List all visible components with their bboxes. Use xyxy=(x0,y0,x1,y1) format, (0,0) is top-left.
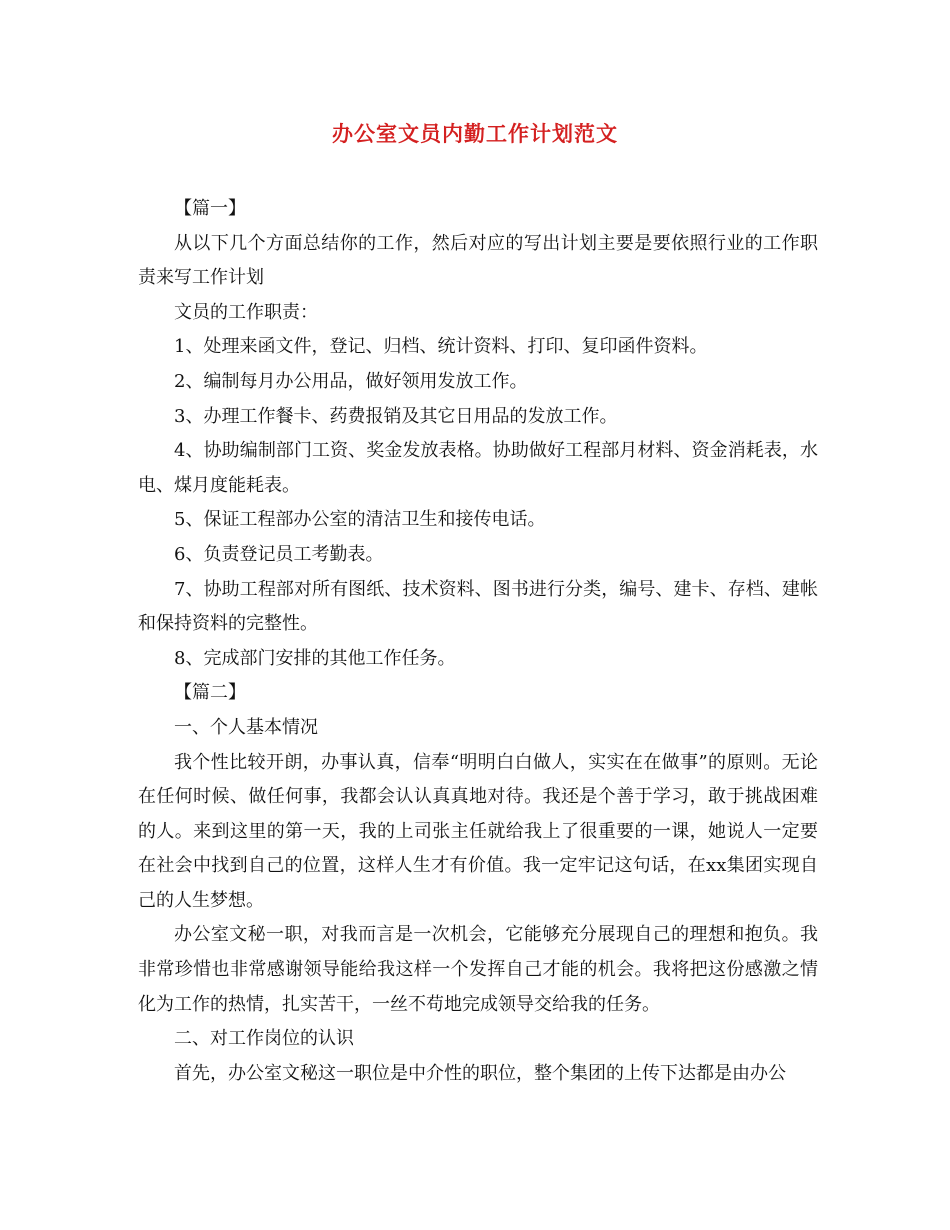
document-title: 办公室文员内勤工作计划范文 xyxy=(332,121,618,146)
paragraph: 文员的工作职责： xyxy=(174,301,318,323)
paragraph: 首先，办公室文秘这一职位是中介性的职位，整个集团的上传下达都是由办公 xyxy=(174,1062,786,1084)
list-item: 1、处理来函文件，登记、归档、统计资料、打印、复印函件资料。 xyxy=(174,336,708,358)
subheading: 二、对工作岗位的认识 xyxy=(174,1028,354,1050)
section-heading-1: 【篇一】 xyxy=(174,198,246,219)
section-heading-2: 【篇二】 xyxy=(174,682,246,704)
list-item: 6、负责登记员工考勤表。 xyxy=(174,543,384,565)
list-item: 2、编制每月办公用品，做好领用发放工作。 xyxy=(174,370,528,392)
list-item: 3、办理工作餐卡、药费报销及其它日用品的发放工作。 xyxy=(174,405,618,427)
list-item: 8、完成部门安排的其他工作任务。 xyxy=(174,647,456,669)
list-item: 4、协助编制部门工资、奖金发放表格。协助做好工程部月材料、资金消耗表，水电、煤月度能耗表。 xyxy=(138,440,818,496)
paragraph: 从以下几个方面总结你的工作，然后对应的写出计划主要是要依照行业的工作职责来写工作计划 xyxy=(138,232,818,289)
document-body xyxy=(138,192,818,1091)
subheading: 一、个人基本情况 xyxy=(174,716,318,738)
paragraph: 办公室文秘一职，对我而言是一次机会，它能够充分展现自己的理想和抱负。我非常珍惜也非常感谢领导能给我这样一个发挥自己才能的机会。我将把这份感激之情化为工作的热情，扎实苦干，一丝不苟地完成领导交给我的任务。 xyxy=(138,924,818,1015)
list-item: 5、保证工程部办公室的清洁卫生和接传电话。 xyxy=(174,509,546,531)
list-item: 7、协助工程部对所有图纸、技术资料、图书进行分类，编号、建卡、存档、建帐和保持资料的完整性。 xyxy=(138,578,818,635)
paragraph: 我个性比较开朗，办事认真，信奉“明明白白做人，实实在在做事”的原则。无论在任何时候、做任何事，我都会认认真真地对待。我还是个善于学习，敢于挑战困难的人。来到这里的第一天，我的上司张主任就给我上了很重要的一课，她说人一定要在社会中找到自己的位置，这样人生才有价值。我一定牢记这句话，在xx集团实现自己的人生梦想。 xyxy=(138,751,818,911)
